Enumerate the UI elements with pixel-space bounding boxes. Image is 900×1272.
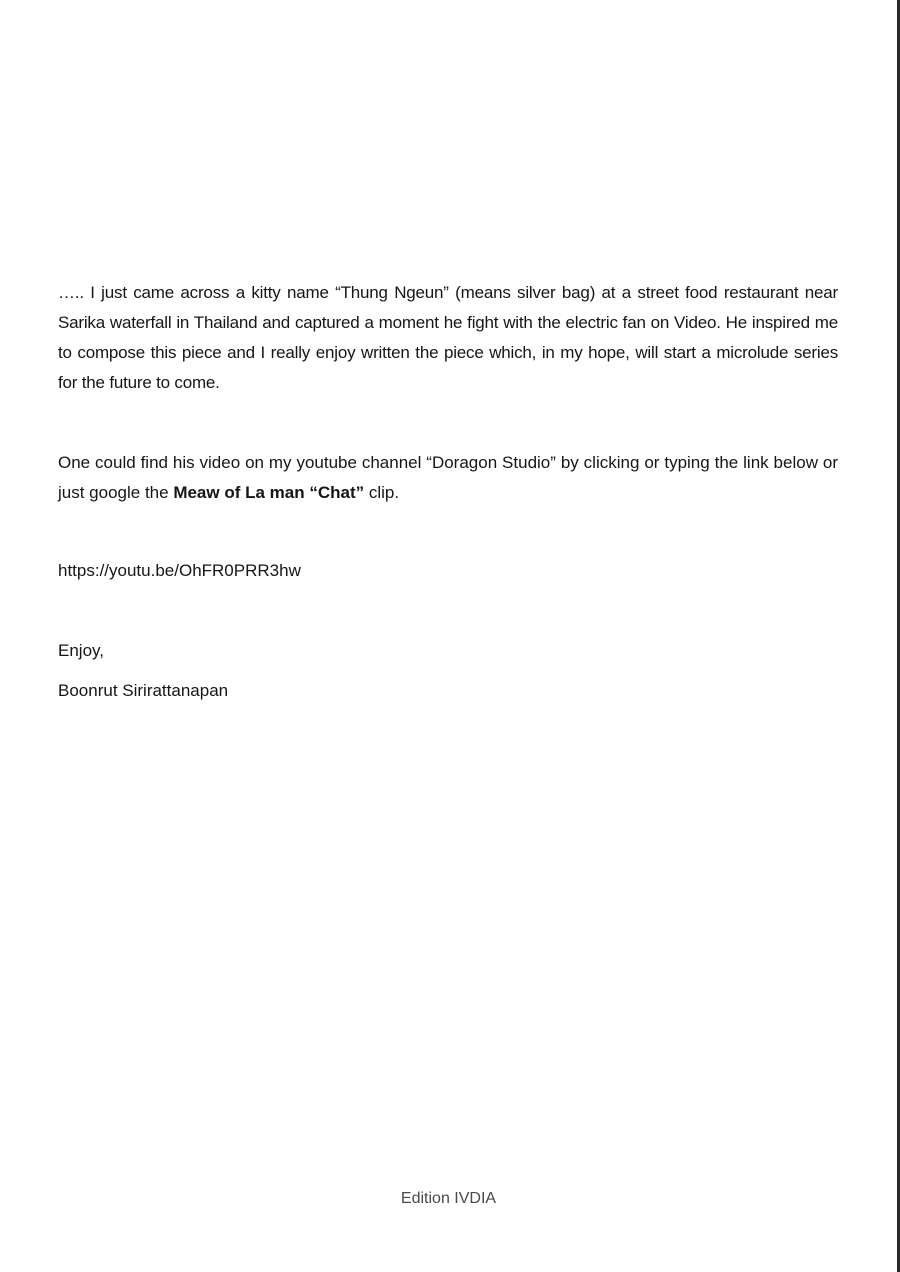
paragraph-spacer [58, 586, 838, 636]
letter-body [58, 278, 838, 706]
publisher-footer: Edition IVDIA [400, 1190, 497, 1207]
video-link-line [58, 556, 838, 586]
clip-title: Meaw of La man “Chat” [173, 483, 365, 502]
video-link[interactable]: https://youtu.be/OhFR0PRR3hw [58, 561, 301, 580]
closing-line: Enjoy, [58, 641, 104, 660]
youtube-paragraph-text: One could find his video on my youtube channel “Doragon Studio” by clicking or typing the link below or just google the [58, 453, 838, 502]
youtube-paragraph [58, 448, 838, 508]
signature-name: Boonrut Sirirattanapan [58, 681, 229, 700]
paragraph-spacer [58, 508, 838, 556]
intro-paragraph: ….. I just came across a kitty name “Thung Ngeun” (means silver bag) at a street food restaurant near Sarika waterfall in Thailand and captured a moment he fight with the electric fan on Video. He inspired me to compose this piece and I really enjoy written the piece which, in my hope, will start a microlude series for the future to come. [58, 283, 838, 392]
youtube-paragraph-end: clip. [364, 483, 400, 502]
paragraph-spacer [58, 398, 838, 448]
signature-spacer [58, 666, 838, 676]
